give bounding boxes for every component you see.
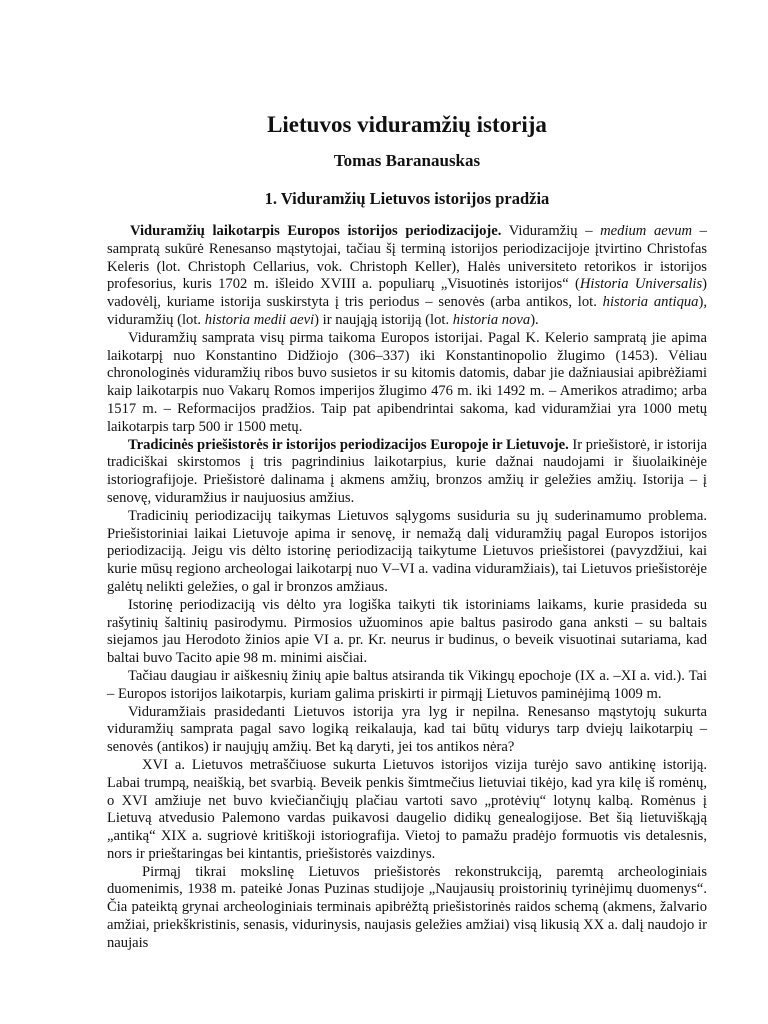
paragraph-4: Tradicinių periodizacijų taikymas Lietuvos sąlygoms susiduria su jų suderinamumo problema. Priešistoriniai laikai Lietuvoje apima ir senovę, ir nemažą dalį viduramžių pagal Europos istorijos periodizaciją. Jeigu vis dėlto istorinę periodizaciją taikytume Lietuvos priešistorei (pavyzdžiui, kai kurie mūsų regiono archeologai laikotarpį nuo V–VI a. vadina viduramžiais), tai Lietuvos priešistorėje galėtų nelikti geležies, o gal ir bronzos amžiaus. [107, 507, 707, 595]
paragraph-1-text-c: ) vadovėlį, kuriame istorija suskirstyta į tris periodus – senovės (arba antikos, lot. [107, 276, 707, 311]
paragraph-8: XVI a. Lietuvos metraščiuose sukurta Lietuvos istorijos vizija turėjo savo antikinę istoriją. Labai trumpą, neaiškią, bet svarbią. Beveik penkis šimtmečius lietuviai tikėjo, kad yra kilę iš romėnų, o XVI amžiuje net buvo kviečiančiųjų plačiau vartoti savo „protėvių“ lotynų kalbą. Romėnus į Lietuvą atvedusio Palemono vardas puikavosi daugelio didikų genealogijose. Bet šią lietuviškąją „antiką“ XIX a. sugriovė kritiškoji istoriografija. Vietoj to pamažu pradėjo formuotis vis detalesnis, nors ir prieštaringas bei kintantis, priešistorės vaizdinys. [107, 756, 707, 862]
document-title: Lietuvos viduramžių istorija [267, 112, 547, 137]
paragraph-1-italic-d: historia medii aevi [204, 311, 315, 328]
paragraph-1-lead: Viduramžių laikotarpis Europos istorijos periodizacijoje. [130, 223, 502, 239]
paragraph-1-italic-a: medium aevum [600, 223, 693, 239]
paragraph-1-italic-b: Historia Universalis [579, 276, 703, 293]
section-heading: 1. Viduramžių Lietuvos istorijos pradžia [264, 189, 550, 208]
paragraph-7: Viduramžiais prasidedanti Lietuvos istorija yra lyg ir nepilna. Renesanso mąstytojų sukurta viduramžių samprata pagal savo logiką reikalauja, kad tai būtų vidurys tarp dviejų laikotarpių – senovės (antikos) ir naujųjų amžių. Bet ką daryti, jei tos antikos nėra? [107, 703, 707, 756]
paragraph-1-text-b: – sampratą sukūrė Renesanso mąstytojai, tačiau šį terminą istorijos periodizacijoje įtvirtino Christofas Keleris (lot. Christoph Cellarius, vok. Christoph Keller), Halės universiteto retorikos ir istorijos profesorius, kuris 1702 m. išleido XVIII a. populiarų „Visuotinės istorijos“ ( [107, 223, 707, 293]
paragraph-1-text-e: ) ir naująją istoriją (lot. [314, 311, 453, 328]
paragraph-1-italic-c: historia antiqua [602, 294, 699, 311]
paragraph-3 [107, 437, 707, 508]
paragraph-1 [107, 223, 707, 330]
paragraph-3-text: Ir priešistorė, ir istorija tradiciškai skirstomos į tris pagrindinius laikotarpius, kurie dažnai naudojami ir šiuolaikinėje istoriografijoje. Priešistorė dalinama į akmens amžių, bronzos amžių ir geležies amžių. Istorija – į senovę, viduramžius ir naujuosius amžius. [107, 436, 708, 506]
paragraph-2: Viduramžių samprata visų pirma taikoma Europos istorijai. Pagal K. Kelerio sampratą jie apima laikotarpį nuo Konstantino Didžiojo (306–337) iki Konstantinopolio žlugimo (1453). Vėliau chronologinės viduramžių ribos buvo susietos ir su kitomis datomis, dabar jie dažniausiai apibrėžiami kaip laikotarpis nuo Vakarų Romos imperijos žlugimo 476 m. iki 1492 m. – Amerikos atradimo; arba 1517 m. – Reformacijos pradžios. Taip pat apibendrintai sakoma, kad viduramžiai yra 1000 metų laikotarpis tarp 500 ir 1500 metų. [107, 329, 707, 435]
paragraph-5: Istorinę periodizaciją vis dėlto yra logiška taikyti tik istoriniams laikams, kurie prasideda su rašytinių šaltinių pasirodymu. Pirmosios užuominos apie baltus pasirodo gana anksti – su baltais siejamos jau Herodoto žinios apie VI a. pr. Kr. neurus ir budinus, o beveik visuotinai sutariama, kad baltai buvo Tacito apie 98 m. minimi aisčiai. [107, 596, 707, 667]
paragraph-1-text-d: ), viduramžių (lot. [107, 294, 707, 328]
author-name: Tomas Baranauskas [333, 151, 481, 170]
paragraph-6: Tačiau daugiau ir aiškesnių žinių apie baltus atsiranda tik Vikingų epochoje (IX a. –XI a. vid.). Tai – Europos istorijos laikotarpis, kuriam galima priskirti ir pirmąjį Lietuvos paminėjimą 1009 m. [107, 667, 707, 702]
paragraph-9: Pirmąj tikrai mokslinę Lietuvos priešistorės rekonstrukciją, paremtą archeologiniais duomenimis, 1938 m. pateikė Jonas Puzinas studijoje „Naujausių proistorinių tyrinėjimų duomenys“. Čia pateiktą grynai archeologiniais terminais apibrėžtą priešistorinės raidos schemą (akmens, žalvario amžiai, priekškristinis, senasis, vidurinysis, naujasis geležies amžiai) visą likusią XX a. dalį naudojo ir naujais [107, 863, 707, 951]
paragraph-1-text-a: Viduramžių – [501, 223, 601, 239]
paragraph-1-text-f: ). [530, 311, 539, 328]
paragraph-3-lead: Tradicinės priešistorės ir istorijos periodizacijos Europoje ir Lietuvoje. [128, 436, 569, 453]
document-body [107, 223, 707, 953]
paragraph-1-italic-e: historia nova [452, 311, 531, 328]
